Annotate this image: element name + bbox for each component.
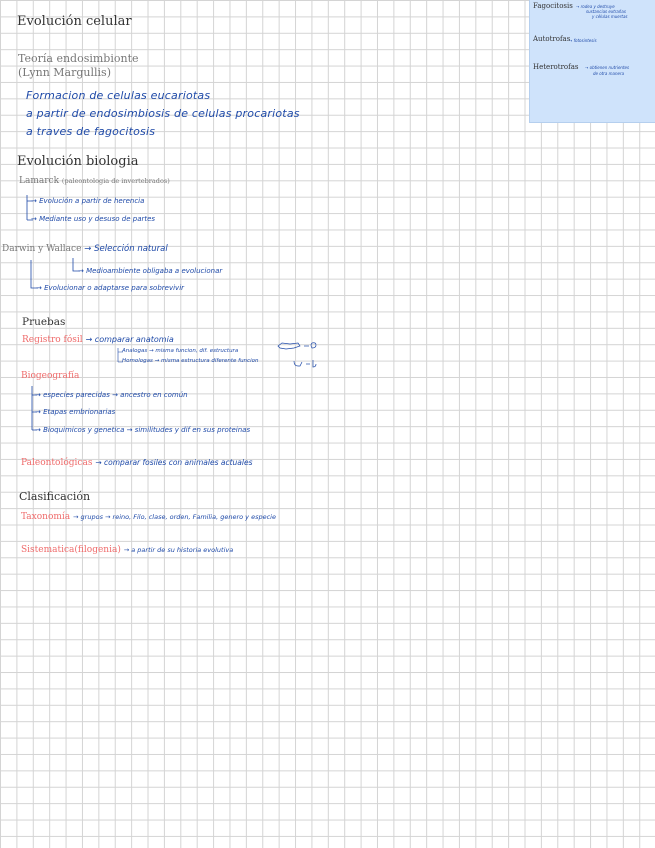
heading-evolucion-celular: Evolución celular	[17, 14, 132, 29]
sticky-fagocitosis-key: Fagocitosis	[533, 2, 573, 10]
doodle-sketch-icon	[276, 340, 322, 370]
paleontologicas-note: → comparar fosiles con animales actuales	[95, 458, 253, 467]
lamarck-subtitle: (paleontologia de invertebrados)	[61, 177, 170, 185]
sticky-heterotrofas-val2: de otra manera	[593, 71, 625, 76]
sticky-note	[529, 0, 655, 123]
darwin-point-1: → Medioambiente obligaba a evolucionar	[78, 267, 223, 275]
sticky-fagocitosis-val3: y células muertas	[592, 14, 628, 19]
note-line-3: a traves de fagocitosis	[26, 125, 156, 138]
theory-author: (Lynn Margullis)	[18, 66, 111, 79]
sticky-autotrofas-key: Autotrofas	[533, 35, 571, 43]
biogeografia-point-1: → especies parecidas → ancestro en común	[35, 391, 188, 399]
darwin-point-2: → Evolucionar o adaptarse para sobrevivir	[36, 284, 185, 292]
lamarck-point-1: → Evolución a partir de herencia	[31, 197, 145, 205]
analogas-note: Analogas → misma funcion, dif. estructura	[122, 348, 239, 354]
sistematica-note: → a partir de su historia evolutiva	[123, 546, 234, 554]
darwin-name: Darwin y Wallace	[2, 244, 82, 254]
registro-fosil-label: Registro fósil	[22, 335, 83, 345]
paleontologicas-label: Paleontológicas	[21, 458, 93, 468]
lamarck-label	[19, 176, 170, 186]
sticky-heterotrofas-val1: → obtienen nutrientes	[585, 65, 630, 70]
taxonomia-label: Taxonomía	[21, 512, 71, 522]
darwin-row	[2, 244, 168, 254]
sticky-fagocitosis-val1: → rodea y destruye	[576, 4, 615, 9]
note-line-1: Formacion de celulas eucariotas	[26, 89, 211, 102]
paleontologicas-row	[21, 458, 253, 468]
biogeografia-point-3: → Bioquimicos y genetica → similitudes y dif en sus proteinas	[35, 426, 251, 434]
homologas-note: Homologas → misma estructura diferente funcion	[122, 358, 259, 364]
taxonomia-note: → grupos → reino, Filo, clase, orden, Familia, genero y especie	[73, 513, 276, 521]
registro-row	[22, 335, 174, 345]
sticky-heterotrofas-key: Heterotrofas	[533, 63, 579, 71]
sticky-fagocitosis-val2: sustancias extrañas	[586, 9, 626, 14]
sistematica-label: Sistematica(filogenia)	[21, 545, 121, 555]
heading-clasificacion: Clasificación	[19, 490, 91, 503]
biogeografia-point-2: → Etapas embrionarias	[35, 408, 116, 416]
lamarck-point-2: → Mediante uso y desuso de partes	[31, 215, 156, 223]
taxonomia-row	[21, 512, 276, 522]
darwin-arrow-note: → Selección natural	[84, 244, 168, 254]
note-line-2: a partir de endosimbiosis de celulas procariotas	[26, 107, 300, 120]
theory-title: Teoría endosimbionte	[18, 52, 139, 65]
sistematica-row	[21, 545, 233, 555]
heading-pruebas: Pruebas	[22, 316, 66, 328]
heading-evolucion-biologia: Evolución biologia	[17, 154, 139, 169]
lamarck-name: Lamarck	[19, 176, 60, 186]
sticky-autotrofas-val: → fotosintesis	[569, 38, 597, 43]
registro-fosil-note: → comparar anatomia	[85, 335, 174, 344]
biogeografia-label: Biogeografía	[21, 371, 80, 381]
